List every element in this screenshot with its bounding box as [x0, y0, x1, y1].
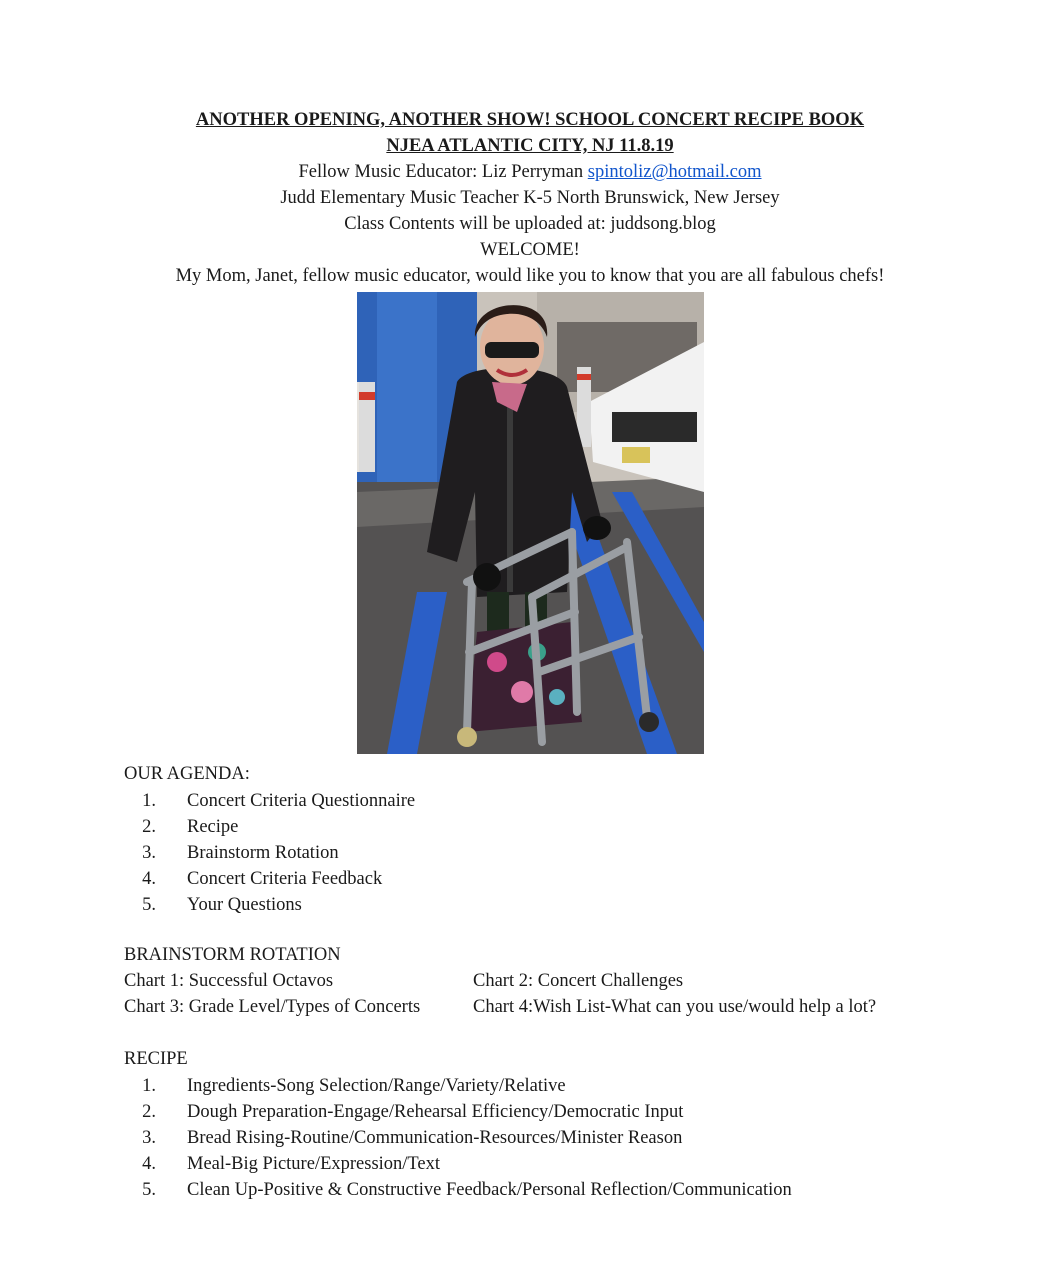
- list-item: [124, 866, 415, 892]
- chart-3-label: Chart 3: Grade Level/Types of Concerts: [124, 997, 421, 1017]
- list-text: Brainstorm Rotation: [187, 843, 339, 863]
- chart-2-label: Chart 2: Concert Challenges: [473, 971, 684, 991]
- document-subtitle: NJEA ATLANTIC CITY, NJ 11.8.19: [386, 136, 674, 156]
- agenda-list: [124, 788, 415, 918]
- list-text: Meal-Big Picture/Expression/Text: [187, 1154, 441, 1174]
- list-text: Concert Criteria Feedback: [187, 869, 383, 889]
- recipe-heading: RECIPE: [124, 1049, 188, 1069]
- list-item: [124, 1151, 792, 1177]
- list-text: Recipe: [187, 817, 239, 837]
- list-number: 1.: [142, 1076, 156, 1096]
- welcome-text: WELCOME!: [480, 240, 580, 260]
- chart-1-label: Chart 1: Successful Octavos: [124, 971, 334, 991]
- list-item: [124, 788, 415, 814]
- list-text: Concert Criteria Questionnaire: [187, 791, 416, 811]
- mom-line: My Mom, Janet, fellow music educator, would like you to know that you are all fabulous chefs!: [175, 266, 885, 286]
- list-number: 2.: [142, 817, 156, 837]
- list-text: Bread Rising-Routine/Communication-Resources/Minister Reason: [187, 1128, 683, 1148]
- list-number: 2.: [142, 1102, 156, 1122]
- recipe-list: [124, 1073, 792, 1203]
- list-number: 1.: [142, 791, 156, 811]
- list-number: 5.: [142, 895, 156, 915]
- list-number: 4.: [142, 869, 156, 889]
- brainstorm-heading: BRAINSTORM ROTATION: [124, 945, 341, 965]
- agenda-heading: OUR AGENDA:: [124, 764, 250, 784]
- educator-line: [0, 162, 1060, 183]
- list-text: Clean Up-Positive & Constructive Feedback/Personal Reflection/Communication: [187, 1180, 792, 1200]
- list-text: Your Questions: [187, 895, 302, 915]
- educator-name: Fellow Music Educator: Liz Perryman: [298, 162, 588, 182]
- email-link[interactable]: spintoliz@hotmail.com: [587, 162, 762, 182]
- chart-4-label: Chart 4:Wish List-What can you use/would help a lot?: [473, 997, 877, 1017]
- list-item: [124, 1177, 792, 1203]
- list-item: [124, 892, 415, 918]
- list-number: 5.: [142, 1180, 156, 1200]
- list-item: [124, 1099, 792, 1125]
- upload-line: Class Contents will be uploaded at: juddsong.blog: [344, 214, 716, 234]
- list-number: 4.: [142, 1154, 156, 1174]
- list-item: [124, 1073, 792, 1099]
- school-line: Judd Elementary Music Teacher K-5 North Brunswick, New Jersey: [280, 188, 780, 208]
- list-number: 3.: [142, 1128, 156, 1148]
- list-text: Dough Preparation-Engage/Rehearsal Efficiency/Democratic Input: [187, 1102, 684, 1122]
- list-item: [124, 1125, 792, 1151]
- document-title: ANOTHER OPENING, ANOTHER SHOW! SCHOOL CONCERT RECIPE BOOK: [195, 110, 865, 130]
- list-text: Ingredients-Song Selection/Range/Variety/Relative: [187, 1076, 566, 1096]
- list-item: [124, 814, 415, 840]
- list-item: [124, 840, 415, 866]
- photo-woman-with-walker: [357, 292, 704, 754]
- list-number: 3.: [142, 843, 156, 863]
